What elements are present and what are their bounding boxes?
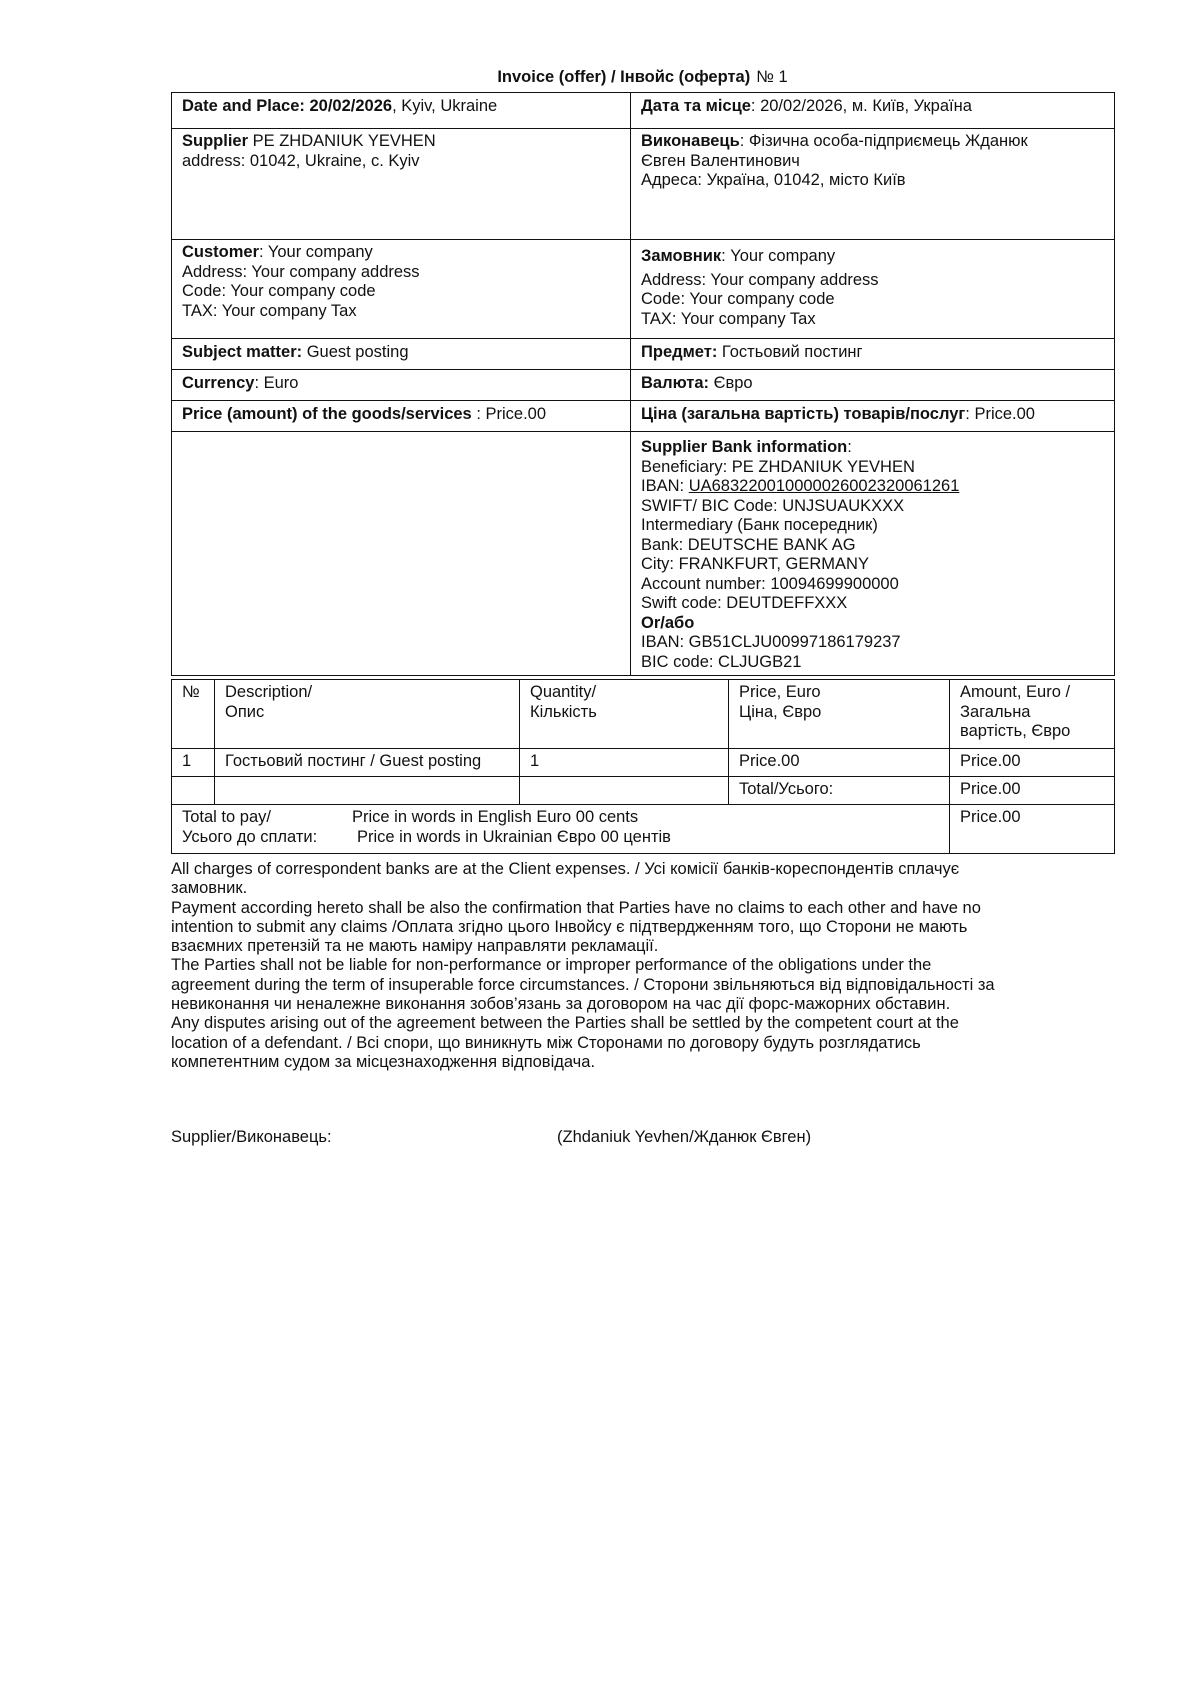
total-words-en: Price in words in English Euro 00 cents <box>352 808 639 826</box>
bank-swift: SWIFT/ BIC Code: UNJSUAUKXXX <box>641 496 905 515</box>
terms-line: location of a defendant. / Всі спори, що виникнуть між Сторонами по договору будуть розглядатись <box>171 1033 921 1052</box>
terms-line: All charges of correspondent banks are at the Client expenses. / Усі комісії банків-кореспондентів сплачує <box>171 860 960 878</box>
customer-code-ua: Code: Your company code <box>641 290 835 308</box>
customer-label: Customer <box>182 243 260 261</box>
bank-bic-alt: BIC code: CLJUGB21 <box>641 652 802 671</box>
row-description: Гостьовий постинг / Guest posting <box>215 749 520 777</box>
header-no: № <box>172 680 215 749</box>
header-quantity-ua: Кількість <box>530 702 597 721</box>
bank-empty-cell <box>172 432 631 676</box>
terms-line: взаємних претензій та не мають наміру направляти рекламації. <box>171 937 659 956</box>
supplier-name: PE ZHDANIUK YEVHEN <box>248 132 436 150</box>
supplier-address-ua: Адреса: Україна, 01042, місто Київ <box>641 171 906 189</box>
subject-en <box>172 339 631 370</box>
bank-city: City: FRANKFURT, GERMANY <box>641 555 869 573</box>
bank-or: Or/або <box>641 613 695 632</box>
supplier-label-ua: Виконавець <box>641 132 740 150</box>
date-value-ua: : 20/02/2026, м. Київ, Україна <box>750 97 972 115</box>
bank-intermediary: Intermediary (Банк посередник) <box>641 516 878 534</box>
total-row <box>172 777 1115 805</box>
customer-address: Address: Your company address <box>182 262 420 281</box>
total-to-pay-value: Price.00 <box>950 805 1115 854</box>
header-price-ua: Ціна, Євро <box>739 702 822 721</box>
terms-line: замовник. <box>171 879 248 898</box>
items-header-row <box>172 680 1115 749</box>
customer-tax: TAX: Your company Tax <box>182 301 357 320</box>
header-quantity-en: Quantity/ <box>530 683 597 701</box>
bank-name: Bank: DEUTSCHE BANK AG <box>641 535 856 554</box>
subject-value-ua: Гостьовий постинг <box>717 343 863 361</box>
bank-heading-colon: : <box>847 438 852 456</box>
bank-beneficiary: Beneficiary: PE ZHDANIUK YEVHEN <box>641 457 915 476</box>
total-words-ua: Price in words in Ukrainian Євро 00 центів <box>357 827 671 846</box>
terms-line: intention to submit any claims /Оплата згідно цього Інвойсу є підтвердженням того, що Сторони не мають <box>171 917 968 936</box>
invoice-details-table <box>171 92 1115 676</box>
invoice-title <box>171 68 1114 87</box>
currency-ua <box>631 370 1115 401</box>
price-label: Price (amount) of the goods/services <box>182 405 472 423</box>
row-no: 1 <box>172 749 215 777</box>
empty-cell <box>215 777 520 805</box>
price-ua <box>631 401 1115 432</box>
header-amount-ua: Загальна <box>960 702 1031 721</box>
price-value: : Price.00 <box>471 405 547 423</box>
currency-en <box>172 370 631 401</box>
terms-line: agreement during the term of insuperable force circumstances. / Сторони звільняються від відповідальності за <box>171 975 995 994</box>
currency-label-ua: Валюта: <box>641 374 710 392</box>
total-to-pay-row <box>172 805 1115 854</box>
supplier-address: address: 01042, Ukraine, c. Kyiv <box>182 151 420 170</box>
header-description-en: Description/ <box>225 683 313 701</box>
date-place-ua <box>631 93 1115 129</box>
customer-name: : Your company <box>259 243 373 261</box>
row-price: Price.00 <box>729 749 950 777</box>
total-label: Total/Усього: <box>729 777 950 805</box>
bank-account: Account number: 10094699900000 <box>641 574 899 593</box>
customer-name-ua: : Your company <box>721 247 836 265</box>
price-value-ua: : Price.00 <box>965 405 1035 423</box>
row-amount: Price.00 <box>950 749 1115 777</box>
bank-iban-label: IBAN: <box>641 477 689 495</box>
items-table <box>171 679 1115 854</box>
terms-line: Payment according hereto shall be also the confirmation that Parties have no claims to each other and have no <box>171 898 981 917</box>
empty-cell <box>172 777 215 805</box>
currency-value: : Euro <box>254 374 299 392</box>
row-quantity: 1 <box>520 749 729 777</box>
header-amount-en: Amount, Euro / <box>960 683 1071 701</box>
terms-line: Any disputes arising out of the agreement between the Parties shall be settled by the competent court at the <box>171 1014 959 1033</box>
invoice-title-text: Invoice (offer) / Інвойс (оферта) <box>497 68 751 86</box>
bank-info <box>631 432 1115 676</box>
date-value: 20/02/2026 <box>309 97 393 115</box>
total-to-pay-label-ua: Усього до сплати: <box>182 827 318 846</box>
customer-ua <box>631 240 1115 339</box>
date-label: Date and Place: <box>182 97 310 115</box>
header-amount-ua-cont: вартість, Євро <box>960 722 1071 740</box>
table-row <box>172 749 1115 777</box>
total-value: Price.00 <box>950 777 1115 805</box>
bank-swift-intermediary: Swift code: DEUTDEFFXXX <box>641 594 848 612</box>
header-price <box>729 680 950 749</box>
signature-label: Supplier/Виконавець: <box>171 1128 332 1146</box>
total-to-pay-words <box>172 805 950 854</box>
price-en <box>172 401 631 432</box>
header-description-ua: Опис <box>225 702 265 721</box>
customer-tax-ua: TAX: Your company Tax <box>641 309 816 328</box>
terms-line: The Parties shall not be liable for non-performance or improper performance of the obligations under the <box>171 956 932 975</box>
customer-code: Code: Your company code <box>182 282 376 300</box>
customer-row <box>172 240 1115 339</box>
date-label-ua: Дата та місце <box>641 97 751 115</box>
terms-line: компетентним судом за місцезнаходження відповідача. <box>171 1052 596 1071</box>
supplier-label: Supplier <box>182 132 249 150</box>
customer-address-ua: Address: Your company address <box>641 270 879 289</box>
date-place-row <box>172 93 1115 129</box>
date-place-en <box>172 93 631 129</box>
bank-row <box>172 432 1115 676</box>
currency-label: Currency <box>182 374 255 392</box>
header-amount <box>950 680 1115 749</box>
subject-label: Subject matter: <box>182 343 303 361</box>
currency-row <box>172 370 1115 401</box>
subject-row <box>172 339 1115 370</box>
currency-value-ua: Євро <box>709 374 753 392</box>
signature-name: (Zhdaniuk Yevhen/Жданюк Євген) <box>557 1128 812 1146</box>
customer-en <box>172 240 631 339</box>
terms-line: невиконання чи неналежне виконання зобов’язань за договором на час дії форс-мажорних обставин. <box>171 995 951 1014</box>
subject-label-ua: Предмет: <box>641 343 718 361</box>
place-value: , Kyiv, Ukraine <box>392 97 498 115</box>
subject-value: Guest posting <box>302 343 409 361</box>
subject-ua <box>631 339 1115 370</box>
supplier-row <box>172 129 1115 240</box>
header-description <box>215 680 520 749</box>
invoice-number: № 1 <box>756 68 788 86</box>
supplier-name-ua: : Фізична особа-підприємець Жданюк <box>739 132 1028 150</box>
bank-heading: Supplier Bank information <box>641 438 848 456</box>
header-quantity <box>520 680 729 749</box>
total-to-pay-label: Total to pay/ <box>182 808 271 826</box>
supplier-ua <box>631 129 1115 240</box>
empty-cell <box>520 777 729 805</box>
terms-text <box>171 860 1121 1072</box>
bank-iban-alt: IBAN: GB51CLJU00997186179237 <box>641 633 901 651</box>
bank-iban-link[interactable]: UA683220010000026002320061261 <box>688 477 960 495</box>
header-price-en: Price, Euro <box>739 683 821 701</box>
customer-label-ua: Замовник <box>641 247 722 265</box>
price-row <box>172 401 1115 432</box>
supplier-name-ua-cont: Євген Валентинович <box>641 151 800 170</box>
price-label-ua: Ціна (загальна вартість) товарів/послуг <box>641 405 966 423</box>
supplier-en <box>172 129 631 240</box>
